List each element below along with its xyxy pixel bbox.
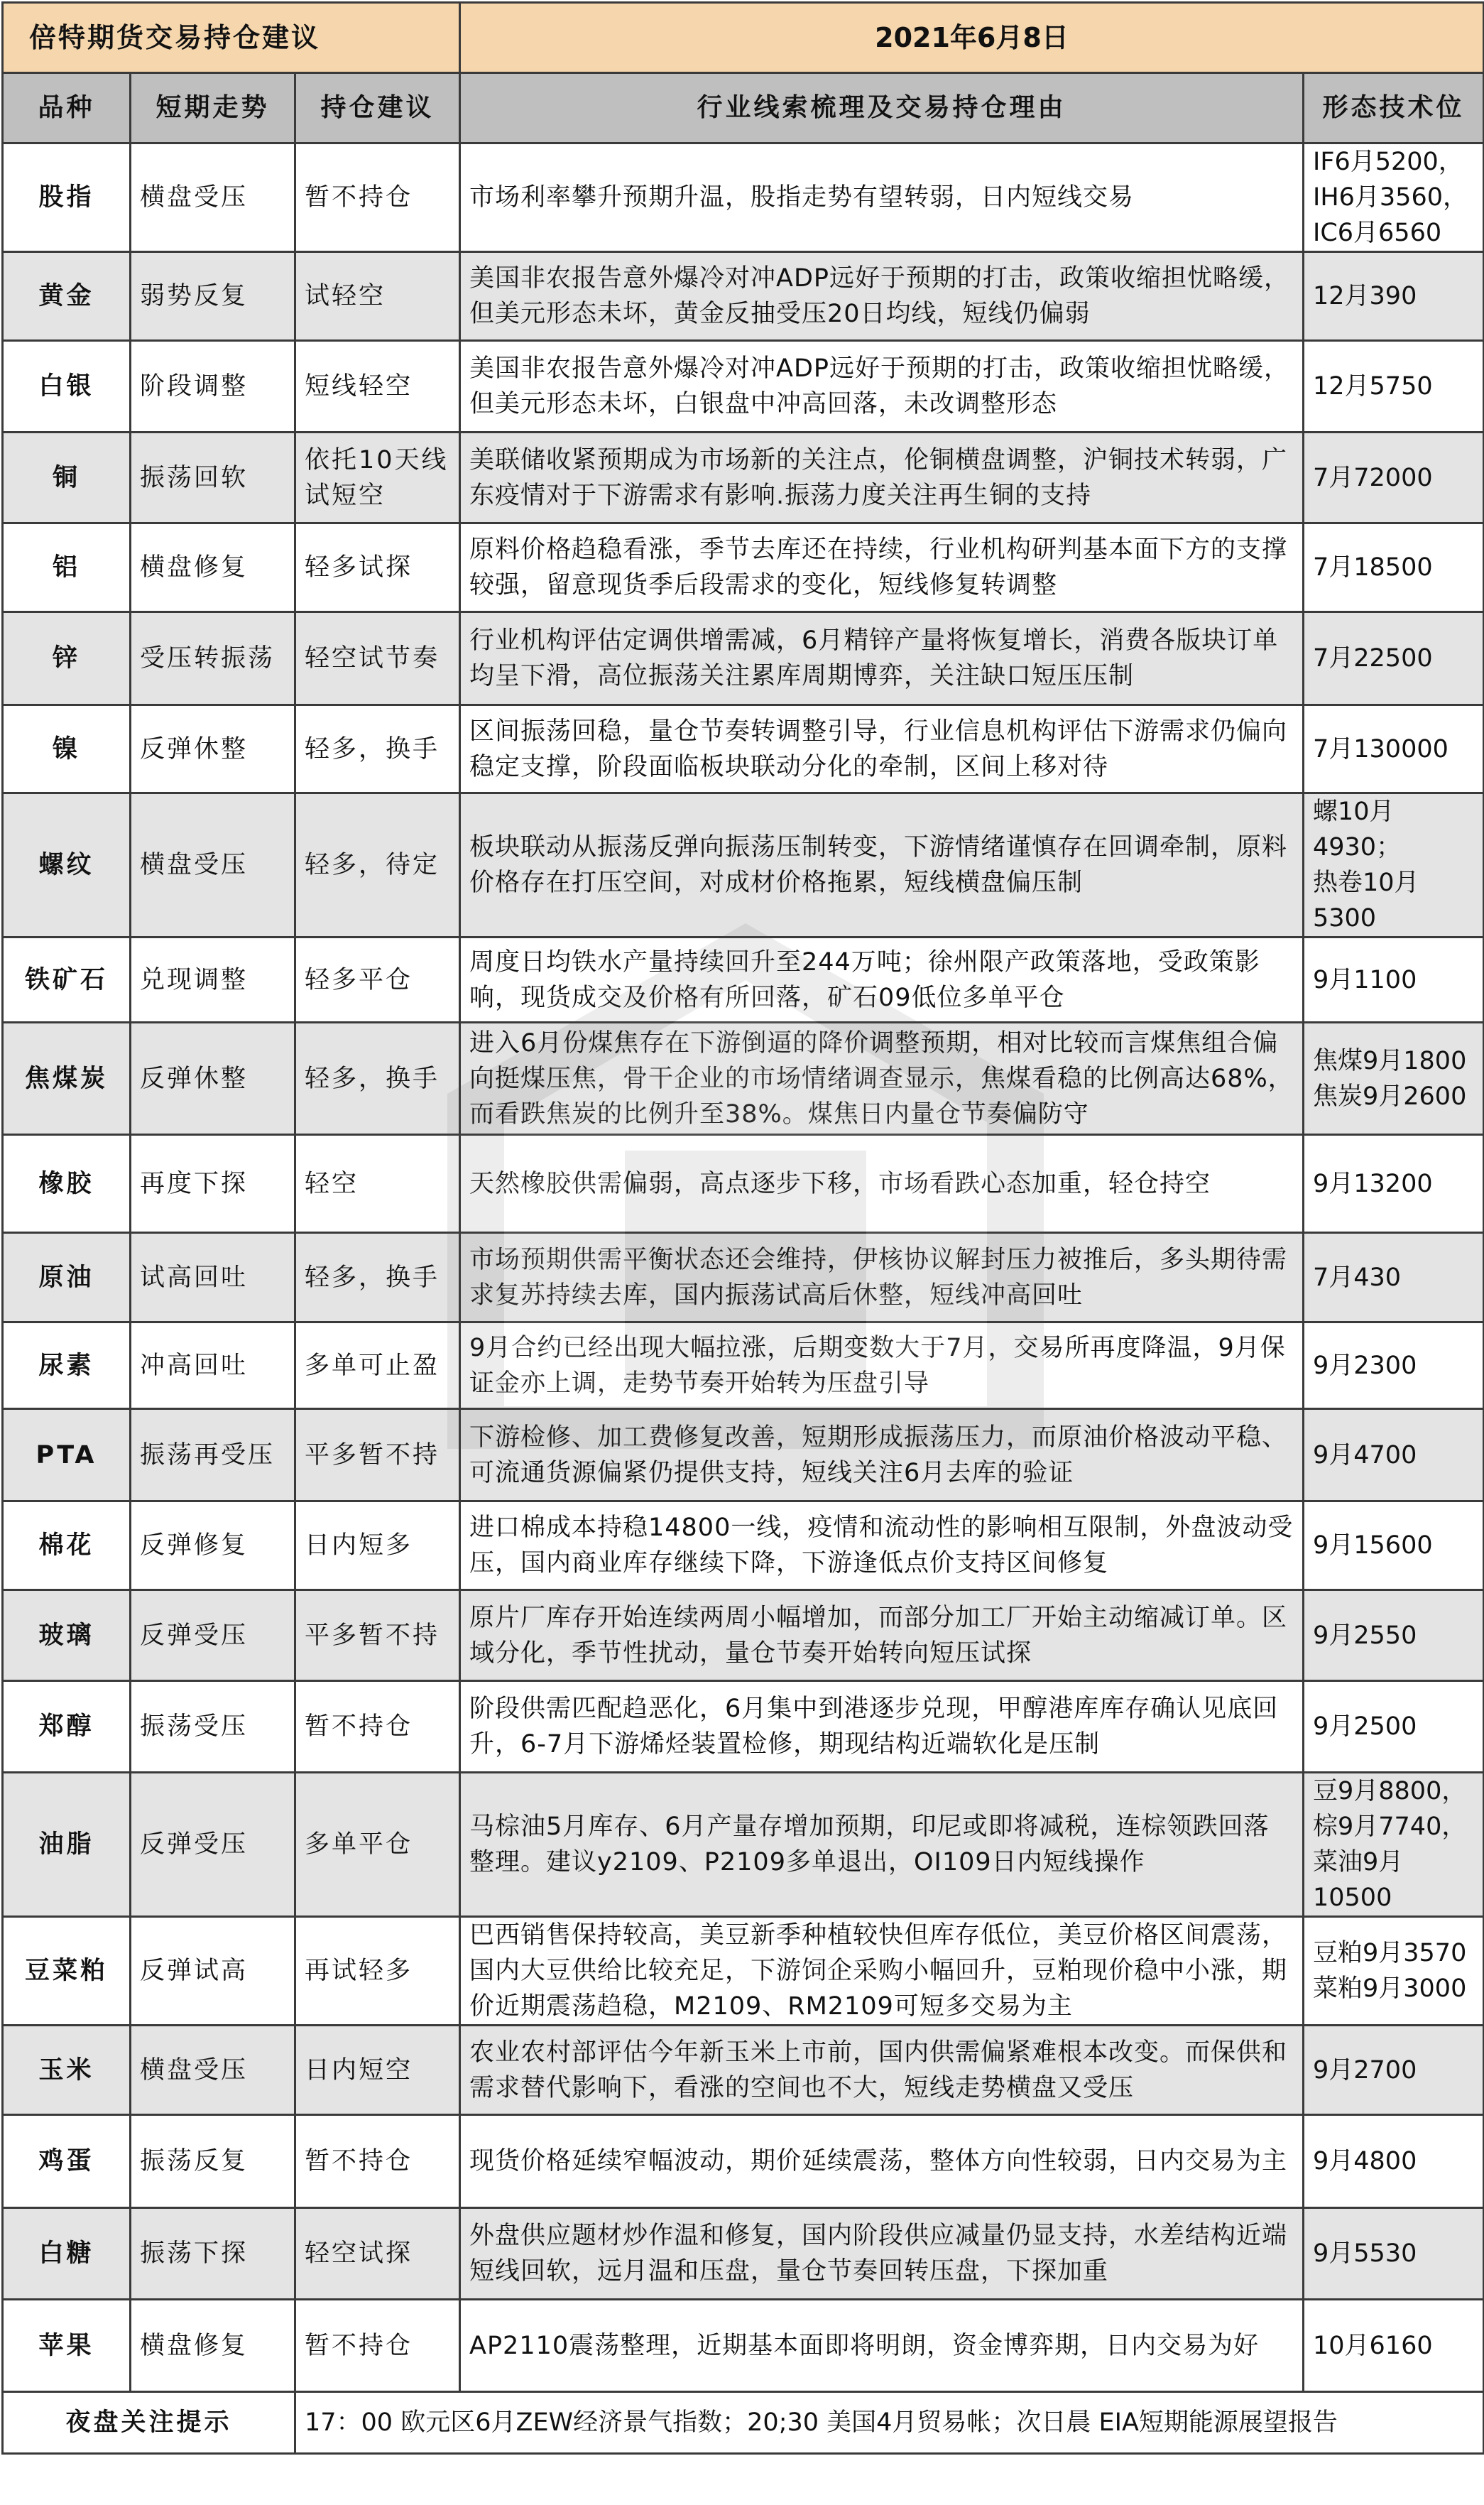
cell-trend: 反弹休整 [131, 705, 295, 793]
cell-trend: 再度下探 [131, 1135, 295, 1233]
cell-name: 黄金 [3, 252, 131, 341]
cell-name: 原油 [3, 1233, 131, 1322]
table-row [3, 252, 1484, 341]
cell-tech: 9月4700 [1304, 1409, 1484, 1501]
cell-name: 镍 [3, 705, 131, 793]
cell-reason: 美联储收紧预期成为市场新的关注点，伦铜横盘调整，沪铜技术转弱，广东疫情对于下游需求有影响.振荡力度关注再生铜的支持 [460, 433, 1304, 523]
cell-advice: 轻多平仓 [295, 938, 460, 1023]
table-row [3, 1135, 1484, 1233]
cell-tech: 12月5750 [1304, 341, 1484, 433]
col-header-tech: 形态技术位 [1304, 73, 1484, 143]
table-row [3, 938, 1484, 1023]
cell-trend: 受压转振荡 [131, 612, 295, 705]
cell-advice: 轻空试探 [295, 2208, 460, 2300]
trading-advice-table [1, 1, 1484, 2455]
sheet-date: 2021年6月8日 [460, 3, 1484, 73]
table-row [3, 2026, 1484, 2115]
cell-trend: 反弹受压 [131, 1590, 295, 1681]
cell-reason: 板块联动从振荡反弹向振荡压制转变，下游情绪谨慎存在回调牵制，原料价格存在打压空间，对成材价格拖累，短线横盘偏压制 [460, 793, 1304, 938]
table-row [3, 1501, 1484, 1590]
table-row [3, 612, 1484, 705]
cell-name: 苹果 [3, 2300, 131, 2392]
cell-tech: 9月5530 [1304, 2208, 1484, 2300]
table-row [3, 1917, 1484, 2026]
cell-advice: 轻多，换手 [295, 1233, 460, 1322]
cell-advice: 轻多，待定 [295, 793, 460, 938]
cell-name: 铜 [3, 433, 131, 523]
cell-advice: 平多暂不持 [295, 1409, 460, 1501]
cell-tech: IF6月5200， IH6月3560， IC6月6560 [1304, 143, 1484, 252]
cell-reason: 现货价格延续窄幅波动，期价延续震荡，整体方向性较弱，日内交易为主 [460, 2115, 1304, 2208]
cell-advice: 日内短空 [295, 2026, 460, 2115]
table-row [3, 2300, 1484, 2392]
cell-advice: 暂不持仓 [295, 1681, 460, 1773]
column-header-row [3, 73, 1484, 143]
cell-trend: 反弹休整 [131, 1023, 295, 1135]
cell-reason: 行业机构评估定调供增需减，6月精锌产量将恢复增长，消费各版块订单均呈下滑，高位振荡关注累库周期博弈，关注缺口短压压制 [460, 612, 1304, 705]
cell-reason: 外盘供应题材炒作温和修复，国内阶段供应减量仍显支持，水差结构近端短线回软，远月温和压盘，量仓节奏回转压盘，下探加重 [460, 2208, 1304, 2300]
cell-advice: 依托10天线试短空 [295, 433, 460, 523]
cell-advice: 轻空试节奏 [295, 612, 460, 705]
cell-advice: 多单平仓 [295, 1773, 460, 1917]
title-row [3, 3, 1484, 73]
cell-tech: 10月6160 [1304, 2300, 1484, 2392]
cell-name: 郑醇 [3, 1681, 131, 1773]
cell-name: 铝 [3, 523, 131, 612]
table-row [3, 1409, 1484, 1501]
cell-advice: 轻多，换手 [295, 705, 460, 793]
cell-advice: 暂不持仓 [295, 143, 460, 252]
col-header-name: 品种 [3, 73, 131, 143]
cell-name: 玉米 [3, 2026, 131, 2115]
cell-advice: 暂不持仓 [295, 2300, 460, 2392]
cell-trend: 弱势反复 [131, 252, 295, 341]
cell-name: 尿素 [3, 1322, 131, 1409]
cell-tech: 7月22500 [1304, 612, 1484, 705]
cell-advice: 平多暂不持 [295, 1590, 460, 1681]
cell-tech: 7月18500 [1304, 523, 1484, 612]
cell-name: 油脂 [3, 1773, 131, 1917]
cell-reason: 市场利率攀升预期升温，股指走势有望转弱，日内短线交易 [460, 143, 1304, 252]
cell-trend: 阶段调整 [131, 341, 295, 433]
cell-trend: 试高回吐 [131, 1233, 295, 1322]
table-row [3, 1023, 1484, 1135]
table-row [3, 341, 1484, 433]
night-session-row [3, 2392, 1484, 2454]
cell-name: 鸡蛋 [3, 2115, 131, 2208]
cell-name: 锌 [3, 612, 131, 705]
cell-reason: 农业农村部评估今年新玉米上市前，国内供需偏紧难根本改变。而保供和需求替代影响下，看涨的空间也不大，短线走势横盘又受压 [460, 2026, 1304, 2115]
cell-reason: 市场预期供需平衡状态还会维持，伊核协议解封压力被推后，多头期待需求复苏持续去库，国内振荡试高后休整，短线冲高回吐 [460, 1233, 1304, 1322]
table-row [3, 1773, 1484, 1917]
table-row [3, 1322, 1484, 1409]
cell-advice: 暂不持仓 [295, 2115, 460, 2208]
cell-advice: 多单可止盈 [295, 1322, 460, 1409]
table-row [3, 433, 1484, 523]
cell-tech: 9月15600 [1304, 1501, 1484, 1590]
cell-trend: 振荡下探 [131, 2208, 295, 2300]
cell-name: PTA [3, 1409, 131, 1501]
night-session-label: 夜盘关注提示 [3, 2392, 295, 2454]
cell-advice: 试轻空 [295, 252, 460, 341]
cell-name: 白银 [3, 341, 131, 433]
cell-tech: 9月2550 [1304, 1590, 1484, 1681]
cell-advice: 轻多，换手 [295, 1023, 460, 1135]
cell-advice: 短线轻空 [295, 341, 460, 433]
cell-trend: 横盘受压 [131, 143, 295, 252]
table-row [3, 143, 1484, 252]
cell-trend: 振荡再受压 [131, 1409, 295, 1501]
cell-name: 橡胶 [3, 1135, 131, 1233]
cell-advice: 日内短多 [295, 1501, 460, 1590]
cell-tech: 焦煤9月1800 焦炭9月2600 [1304, 1023, 1484, 1135]
cell-tech: 豆粕9月3570 菜粕9月3000 [1304, 1917, 1484, 2026]
cell-name: 股指 [3, 143, 131, 252]
cell-advice: 轻空 [295, 1135, 460, 1233]
cell-tech: 9月2500 [1304, 1681, 1484, 1773]
cell-name: 白糖 [3, 2208, 131, 2300]
cell-tech: 9月2300 [1304, 1322, 1484, 1409]
cell-trend: 横盘受压 [131, 793, 295, 938]
cell-tech: 9月4800 [1304, 2115, 1484, 2208]
cell-name: 焦煤炭 [3, 1023, 131, 1135]
table-row [3, 523, 1484, 612]
cell-trend: 振荡受压 [131, 1681, 295, 1773]
cell-reason: 9月合约已经出现大幅拉涨，后期变数大于7月，交易所再度降温，9月保证金亦上调，走势节奏开始转为压盘引导 [460, 1322, 1304, 1409]
cell-advice: 再试轻多 [295, 1917, 460, 2026]
cell-tech: 9月13200 [1304, 1135, 1484, 1233]
table-row [3, 1233, 1484, 1322]
cell-reason: 原片厂库存开始连续两周小幅增加，而部分加工厂开始主动缩减订单。区域分化，季节性扰动，量仓节奏开始转向短压试探 [460, 1590, 1304, 1681]
table-row [3, 793, 1484, 938]
table-row [3, 1681, 1484, 1773]
cell-name: 棉花 [3, 1501, 131, 1590]
cell-reason: 美国非农报告意外爆冷对冲ADP远好于预期的打击，政策收缩担忧略缓，但美元形态未坏，白银盘中冲高回落，未改调整形态 [460, 341, 1304, 433]
cell-reason: 阶段供需匹配趋恶化，6月集中到港逐步兑现，甲醇港库库存确认见底回升，6-7月下游烯烃装置检修，期现结构近端软化是压制 [460, 1681, 1304, 1773]
cell-reason: 天然橡胶供需偏弱，高点逐步下移，市场看跌心态加重，轻仓持空 [460, 1135, 1304, 1233]
cell-trend: 横盘受压 [131, 2026, 295, 2115]
cell-reason: 区间振荡回稳，量仓节奏转调整引导，行业信息机构评估下游需求仍偏向稳定支撑，阶段面临板块联动分化的牵制，区间上移对待 [460, 705, 1304, 793]
cell-trend: 横盘修复 [131, 2300, 295, 2392]
cell-name: 豆菜粕 [3, 1917, 131, 2026]
table-row [3, 2115, 1484, 2208]
cell-reason: 马棕油5月库存、6月产量存增加预期，印尼或即将减税，连棕领跌回落整理。建议y2109、P2109多单退出，OI109日内短线操作 [460, 1773, 1304, 1917]
cell-reason: 下游检修、加工费修复改善，短期形成振荡压力，而原油价格波动平稳、可流通货源偏紧仍提供支持，短线关注6月去库的验证 [460, 1409, 1304, 1501]
cell-tech: 7月130000 [1304, 705, 1484, 793]
cell-trend: 兑现调整 [131, 938, 295, 1023]
cell-reason: 原料价格趋稳看涨，季节去库还在持续，行业机构研判基本面下方的支撑较强，留意现货季后段需求的变化，短线修复转调整 [460, 523, 1304, 612]
cell-trend: 反弹修复 [131, 1501, 295, 1590]
cell-reason: 美国非农报告意外爆冷对冲ADP远好于预期的打击，政策收缩担忧略缓，但美元形态未坏，黄金反抽受压20日均线，短线仍偏弱 [460, 252, 1304, 341]
cell-tech: 豆9月8800， 棕9月7740， 菜油9月10500 [1304, 1773, 1484, 1917]
cell-trend: 反弹试高 [131, 1917, 295, 2026]
night-session-events: 17：00 欧元区6月ZEW经济景气指数；20;30 美国4月贸易帐；次日晨 EIA短期能源展望报告 [295, 2392, 1484, 2454]
cell-reason: 周度日均铁水产量持续回升至244万吨；徐州限产政策落地，受政策影响，现货成交及价格有所回落，矿石09低位多单平仓 [460, 938, 1304, 1023]
col-header-advice: 持仓建议 [295, 73, 460, 143]
cell-trend: 振荡回软 [131, 433, 295, 523]
cell-trend: 冲高回吐 [131, 1322, 295, 1409]
sheet-title: 倍特期货交易持仓建议 [3, 3, 460, 73]
cell-trend: 反弹受压 [131, 1773, 295, 1917]
cell-tech: 螺10月4930； 热卷10月5300 [1304, 793, 1484, 938]
table-row [3, 2208, 1484, 2300]
cell-trend: 振荡反复 [131, 2115, 295, 2208]
cell-tech: 7月72000 [1304, 433, 1484, 523]
cell-name: 铁矿石 [3, 938, 131, 1023]
cell-trend: 横盘修复 [131, 523, 295, 612]
cell-tech: 9月2700 [1304, 2026, 1484, 2115]
cell-advice: 轻多试探 [295, 523, 460, 612]
cell-reason: 巴西销售保持较高，美豆新季种植较快但库存低位，美豆价格区间震荡，国内大豆供给比较充足，下游饲企采购小幅回升，豆粕现价稳中小涨，期价近期震荡趋稳，M2109、RM2109可短多交易为主 [460, 1917, 1304, 2026]
cell-reason: 进入6月份煤焦存在下游倒逼的降价调整预期，相对比较而言煤焦组合偏向挺煤压焦，骨干企业的市场情绪调查显示，焦煤看稳的比例高达68%，而看跌焦炭的比例升至38%。煤焦日内量仓节奏偏防守 [460, 1023, 1304, 1135]
col-header-trend: 短期走势 [131, 73, 295, 143]
table-row [3, 705, 1484, 793]
cell-tech: 7月430 [1304, 1233, 1484, 1322]
cell-reason: 进口棉成本持稳14800一线，疫情和流动性的影响相互限制，外盘波动受压，国内商业库存继续下降，下游逢低点价支持区间修复 [460, 1501, 1304, 1590]
cell-tech: 12月390 [1304, 252, 1484, 341]
col-header-reason: 行业线索梳理及交易持仓理由 [460, 73, 1304, 143]
cell-reason: AP2110震荡整理，近期基本面即将明朗，资金博弈期，日内交易为好 [460, 2300, 1304, 2392]
cell-tech: 9月1100 [1304, 938, 1484, 1023]
table-row [3, 1590, 1484, 1681]
cell-name: 玻璃 [3, 1590, 131, 1681]
cell-name: 螺纹 [3, 793, 131, 938]
